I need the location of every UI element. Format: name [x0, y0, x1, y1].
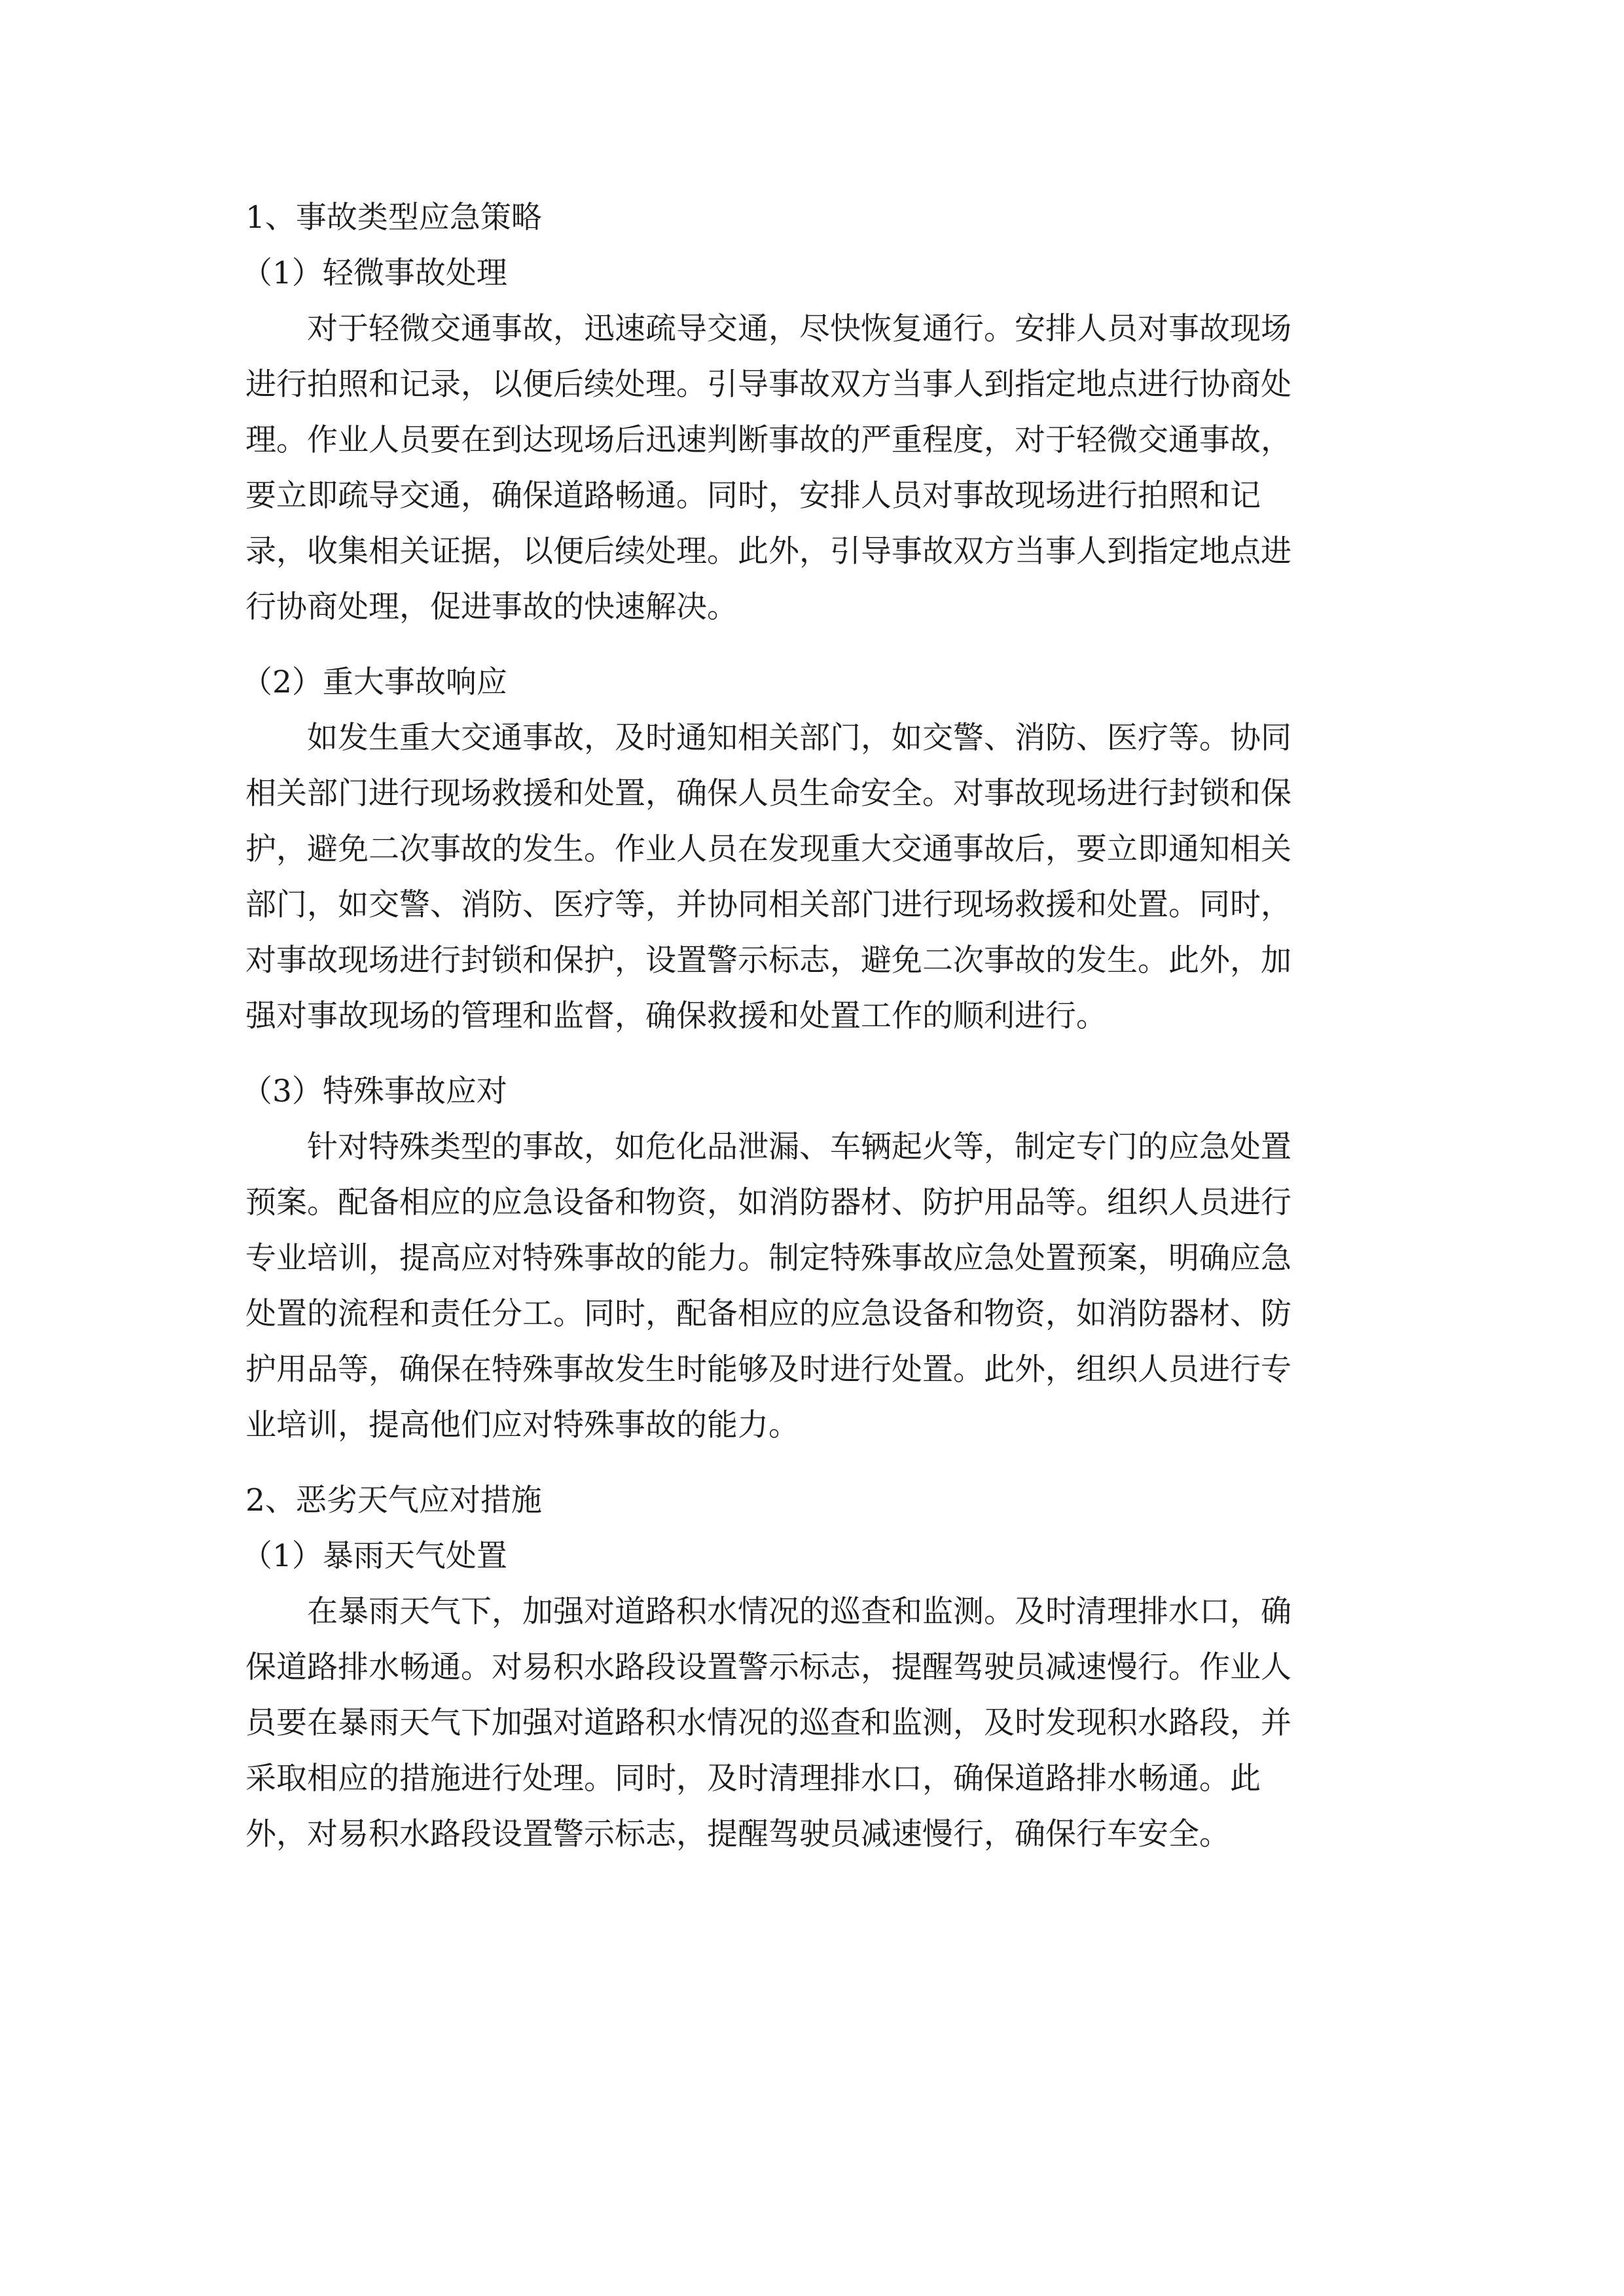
paragraph-line: 护用品等，确保在特殊事故发生时能够及时进行处置。此外，组织人员进行专 — [245, 1352, 1291, 1388]
paragraph-line: 采取相应的措施进行处理。同时，及时清理排水口，确保道路排水畅通。此 — [245, 1761, 1261, 1797]
paragraph-line: 部门，如交警、消防、医疗等，并协同相关部门进行现场救援和处置。同时， — [245, 887, 1291, 923]
paragraph — [245, 710, 1398, 1044]
document-page — [242, 190, 1398, 1862]
paragraph-line: 护，避免二次事故的发生。作业人员在发现重大交通事故后，要立即通知相关 — [245, 831, 1291, 867]
paragraph-line: 专业培训，提高应对特殊事故的能力。制定特殊事故应急处置预案，明确应急 — [245, 1240, 1291, 1276]
paragraph-line: 在暴雨天气下，加强对道路积水情况的巡查和监测。及时清理排水口，确 — [307, 1594, 1291, 1630]
paragraph-line: 对事故现场进行封锁和保护，设置警示标志，避免二次事故的发生。此外，加 — [245, 942, 1291, 978]
paragraph-line: 业培训，提高他们应对特殊事故的能力。 — [245, 1407, 799, 1443]
section-heading: 2、恶劣天气应对措施 — [245, 1482, 542, 1518]
paragraph-line: 保道路排水畅通。对易积水路段设置警示标志，提醒驾驶员减速慢行。作业人 — [245, 1649, 1291, 1685]
paragraph — [245, 301, 1398, 635]
paragraph-line: 相关部门进行现场救援和处置，确保人员生命安全。对事故现场进行封锁和保 — [245, 776, 1291, 812]
paragraph-line: 外，对易积水路段设置警示标志，提醒驾驶员减速慢行，确保行车安全。 — [245, 1816, 1230, 1852]
paragraph-line: 要立即疏导交通，确保道路畅通。同时，安排人员对事故现场进行拍照和记 — [245, 478, 1261, 514]
paragraph-line: 员要在暴雨天气下加强对道路积水情况的巡查和监测，及时发现积水路段，并 — [245, 1705, 1291, 1741]
paragraph-line: 行协商处理，促进事故的快速解决。 — [245, 589, 738, 625]
spacer — [245, 1453, 1398, 1473]
paragraph-line: 进行拍照和记录，以便后续处理。引导事故双方当事人到指定地点进行协商处 — [245, 367, 1291, 403]
paragraph — [245, 1119, 1398, 1453]
paragraph-line: 录，收集相关证据，以便后续处理。此外，引导事故双方当事人到指定地点进 — [245, 533, 1291, 569]
subsection-heading: （3）特殊事故应对 — [242, 1073, 507, 1109]
subsection-heading: （1）暴雨天气处置 — [242, 1538, 507, 1574]
paragraph-line: 强对事故现场的管理和监督，确保救援和处置工作的顺利进行。 — [245, 998, 1107, 1034]
paragraph-line: 对于轻微交通事故，迅速疏导交通，尽快恢复通行。安排人员对事故现场 — [307, 311, 1291, 347]
paragraph — [245, 1584, 1398, 1862]
spacer — [245, 635, 1398, 655]
subsection-heading: （1）轻微事故处理 — [242, 255, 507, 291]
paragraph-line: 预案。配备相应的应急设备和物资，如消防器材、防护用品等。组织人员进行 — [245, 1185, 1291, 1221]
paragraph-line: 处置的流程和责任分工。同时，配备相应的应急设备和物资，如消防器材、防 — [245, 1296, 1291, 1332]
spacer — [245, 1044, 1398, 1064]
section-heading: 1、事故类型应急策略 — [245, 200, 542, 236]
paragraph-line: 如发生重大交通事故，及时通知相关部门，如交警、消防、医疗等。协同 — [307, 720, 1291, 756]
paragraph-line: 针对特殊类型的事故，如危化品泄漏、车辆起火等，制定专门的应急处置 — [307, 1129, 1291, 1165]
paragraph-line: 理。作业人员要在到达现场后迅速判断事故的严重程度，对于轻微交通事故， — [245, 422, 1291, 458]
subsection-heading: （2）重大事故响应 — [242, 664, 507, 700]
